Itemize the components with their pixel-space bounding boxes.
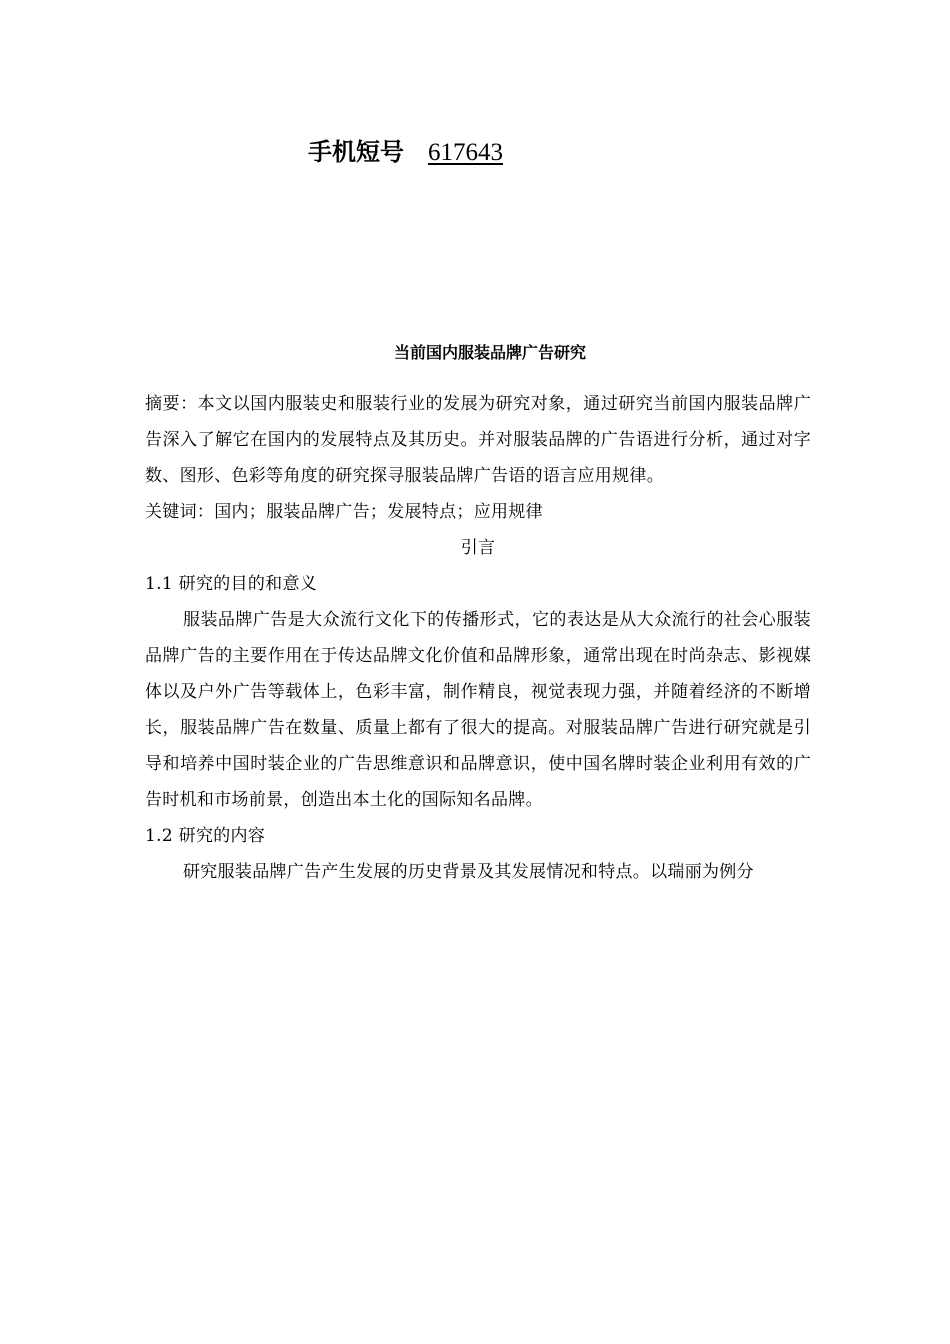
- document-body: [145, 386, 811, 890]
- document-title: 当前国内服装品牌广告研究: [393, 343, 586, 362]
- phone-number: 617643: [428, 139, 503, 166]
- intro-heading: 引言: [460, 538, 496, 558]
- abstract-paragraph: 摘要：本文以国内服装史和服装行业的发展为研究对象，通过研究当前国内服装品牌广告深入了解它在国内的发展特点及其历史。并对服装品牌的广告语进行分析，通过对字数、图形、色彩等角度的研究探寻服装品牌广告语的语言应用规律。: [145, 394, 811, 486]
- header-phone-line: [308, 136, 503, 169]
- phone-label: 手机短号: [308, 138, 404, 166]
- keywords-line: 关键词：国内；服装品牌广告；发展特点；应用规律: [145, 502, 543, 522]
- section-1-2-paragraph: 研究服装品牌广告产生发展的历史背景及其发展情况和特点。以瑞丽为例分: [183, 862, 754, 882]
- section-1-2-heading: 1.2 研究的内容: [145, 826, 266, 846]
- section-1-1-paragraph: 服装品牌广告是大众流行文化下的传播形式，它的表达是从大众流行的社会心服装品牌广告的主要作用在于传达品牌文化价值和品牌形象，通常出现在时尚杂志、影视媒体以及户外广告等载体上，色彩丰富，制作精良，视觉表现力强，并随着经济的不断增长，服装品牌广告在数量、质量上都有了很大的提高。对服装品牌广告进行研究就是引导和培养中国时装企业的广告思维意识和品牌意识，使中国名牌时装企业利用有效的广告时机和市场前景，创造出本土化的国际知名品牌。: [145, 610, 811, 810]
- section-1-1-heading: 1.1 研究的目的和意义: [145, 574, 318, 594]
